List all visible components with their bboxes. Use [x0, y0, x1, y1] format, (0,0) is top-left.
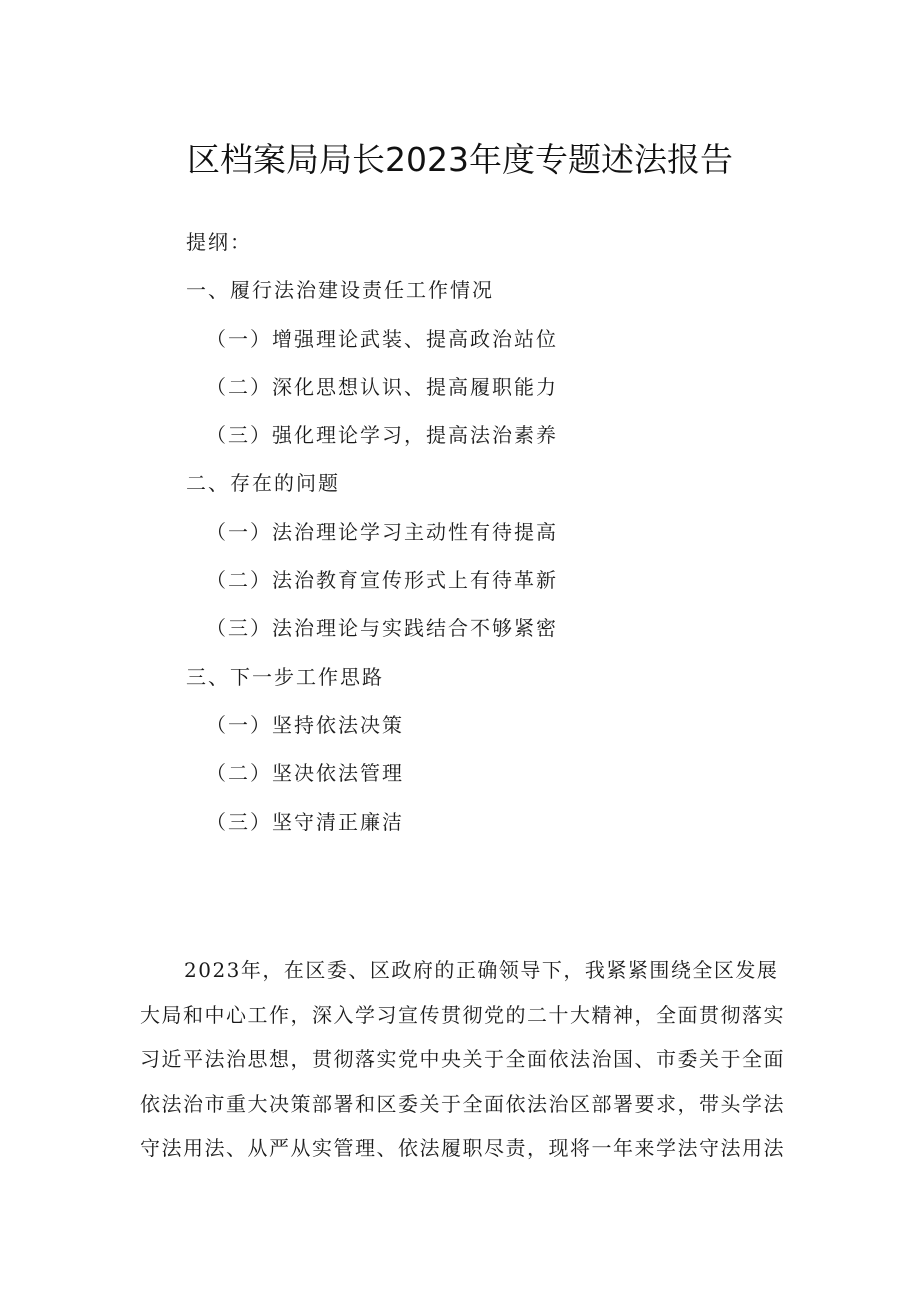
body-line-2: 大局和中心工作，深入学习宣传贯彻党的二十大精神，全面贯彻落实: [140, 1002, 785, 1027]
outline-item-1-1: （一）增强理论武装、提高政治站位: [206, 326, 558, 351]
outline-item-2-2: （二）法治教育宣传形式上有待革新: [206, 568, 558, 593]
outline-item-3-2: （二）坚决依法管理: [206, 761, 404, 786]
body-line-4: 依法治市重大决策部署和区委关于全面依法治区部署要求，带头学法: [140, 1091, 785, 1116]
outline-item-1-3: （三）强化理论学习，提高法治素养: [206, 423, 558, 448]
outline-item-3-3: （三）坚守清正廉洁: [206, 809, 404, 834]
body-line-1: 2023年，在区委、区政府的正确领导下，我紧紧围绕全区发展: [184, 958, 779, 982]
body-paragraph: [140, 950, 790, 1173]
outline-heading: 提纲：: [186, 230, 252, 254]
outline-item-2-1: （一）法治理论学习主动性有待提高: [206, 519, 558, 544]
document-title: 区档案局局长2023年度专题述法报告: [187, 140, 733, 179]
outline-item-1-2: （二）深化思想认识、提高履职能力: [206, 374, 558, 399]
outline-section-1: 一、履行法治建设责任工作情况: [186, 278, 494, 303]
outline-item-2-3: （三）法治理论与实践结合不够紧密: [206, 616, 558, 641]
outline-section-2: 二、存在的问题: [186, 471, 340, 496]
outline-section-3: 三、下一步工作思路: [186, 664, 384, 689]
outline: [0, 226, 920, 854]
body-line-5: 守法用法、从严从实管理、依法履职尽责，现将一年来学法守法用法: [140, 1136, 785, 1160]
body-line-3: 习近平法治思想，贯彻落实党中央关于全面依法治国、市委关于全面: [140, 1047, 785, 1071]
outline-item-3-1: （一）坚持依法决策: [206, 712, 404, 737]
